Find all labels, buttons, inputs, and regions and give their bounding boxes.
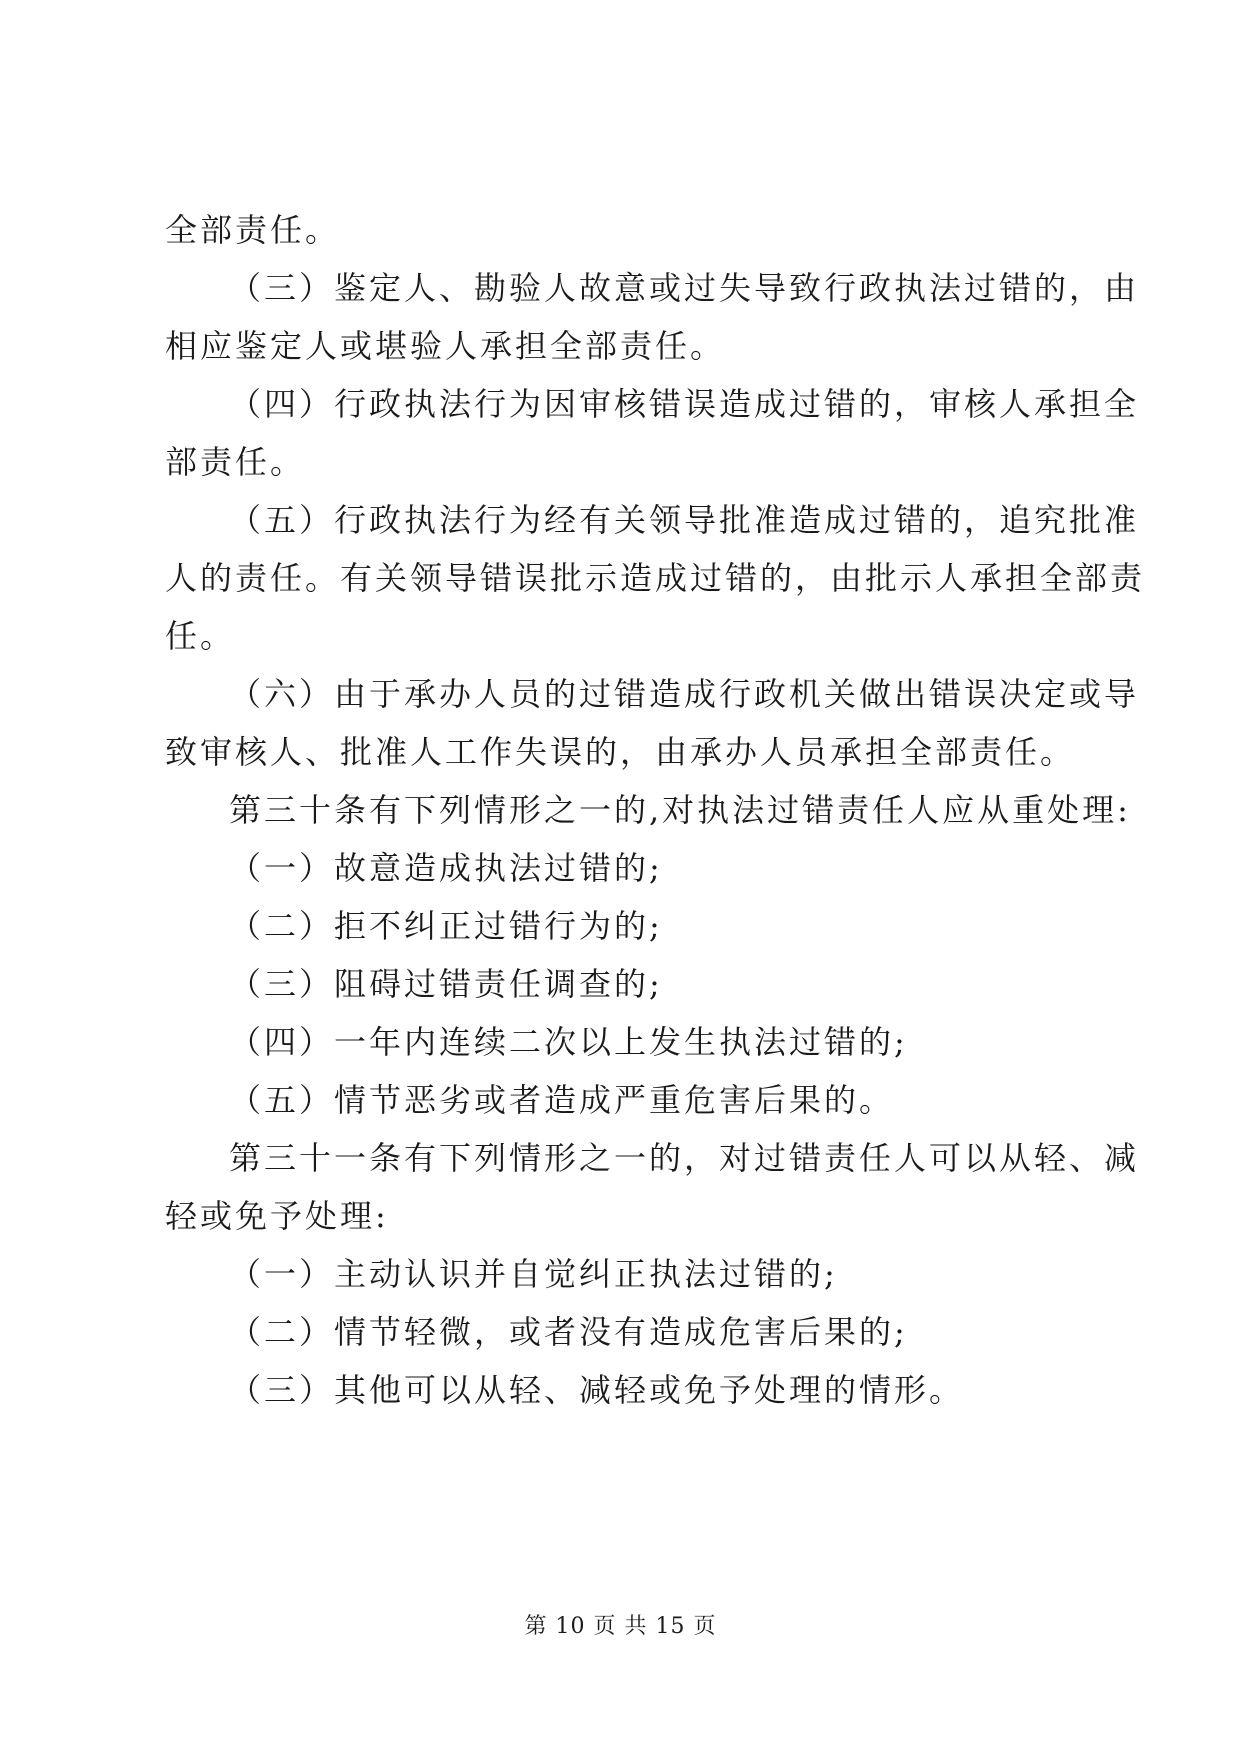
text-line: （六）由于承办人员的过错造成行政机关做出错误决定或导 <box>229 675 1140 713</box>
text-line: 相应鉴定人或堪验人承担全部责任。 <box>165 327 726 365</box>
text-line: （一）主动认识并自觉纠正执法过错的; <box>229 1255 838 1293</box>
text-line: （五）情节恶劣或者造成严重危害后果的。 <box>229 1081 895 1119</box>
text-line: 轻或免予处理: <box>165 1197 389 1235</box>
text-line: （四）一年内连续二次以上发生执法过错的; <box>229 1023 908 1061</box>
text-line: （三）阻碍过错责任调查的; <box>229 965 663 1003</box>
text-line: 全部责任。 <box>165 211 341 249</box>
text-line: （五）行政执法行为经有关领导批准造成过错的，追究批准 <box>229 501 1140 539</box>
text-line: （二）情节轻微，或者没有造成危害后果的; <box>229 1313 908 1351</box>
text-line: （三）其他可以从轻、减轻或免予处理的情形。 <box>229 1371 965 1409</box>
text-line: 致审核人、批准人工作失误的，由承办人员承担全部责任。 <box>165 733 1076 771</box>
text-line: （一）故意造成执法过错的; <box>229 849 663 887</box>
text-line: 任。 <box>165 617 236 655</box>
text-line: （四）行政执法行为因审核错误造成过错的，审核人承担全 <box>229 385 1140 423</box>
text-line: 部责任。 <box>165 443 306 481</box>
text-line: （二）拒不纠正过错行为的; <box>229 907 663 945</box>
page-number-footer: 第 10 页 共 15 页 <box>524 1614 717 1639</box>
text-line: 第三十条有下列情形之一的,对执法过错责任人应从重处理: <box>229 791 1131 829</box>
text-line: 人的责任。有关领导错误批示造成过错的，由批示人承担全部责 <box>165 559 1146 597</box>
text-line: （三）鉴定人、勘验人故意或过失导致行政执法过错的，由 <box>229 269 1140 307</box>
text-line: 第三十一条有下列情形之一的，对过错责任人可以从轻、减 <box>229 1139 1140 1177</box>
